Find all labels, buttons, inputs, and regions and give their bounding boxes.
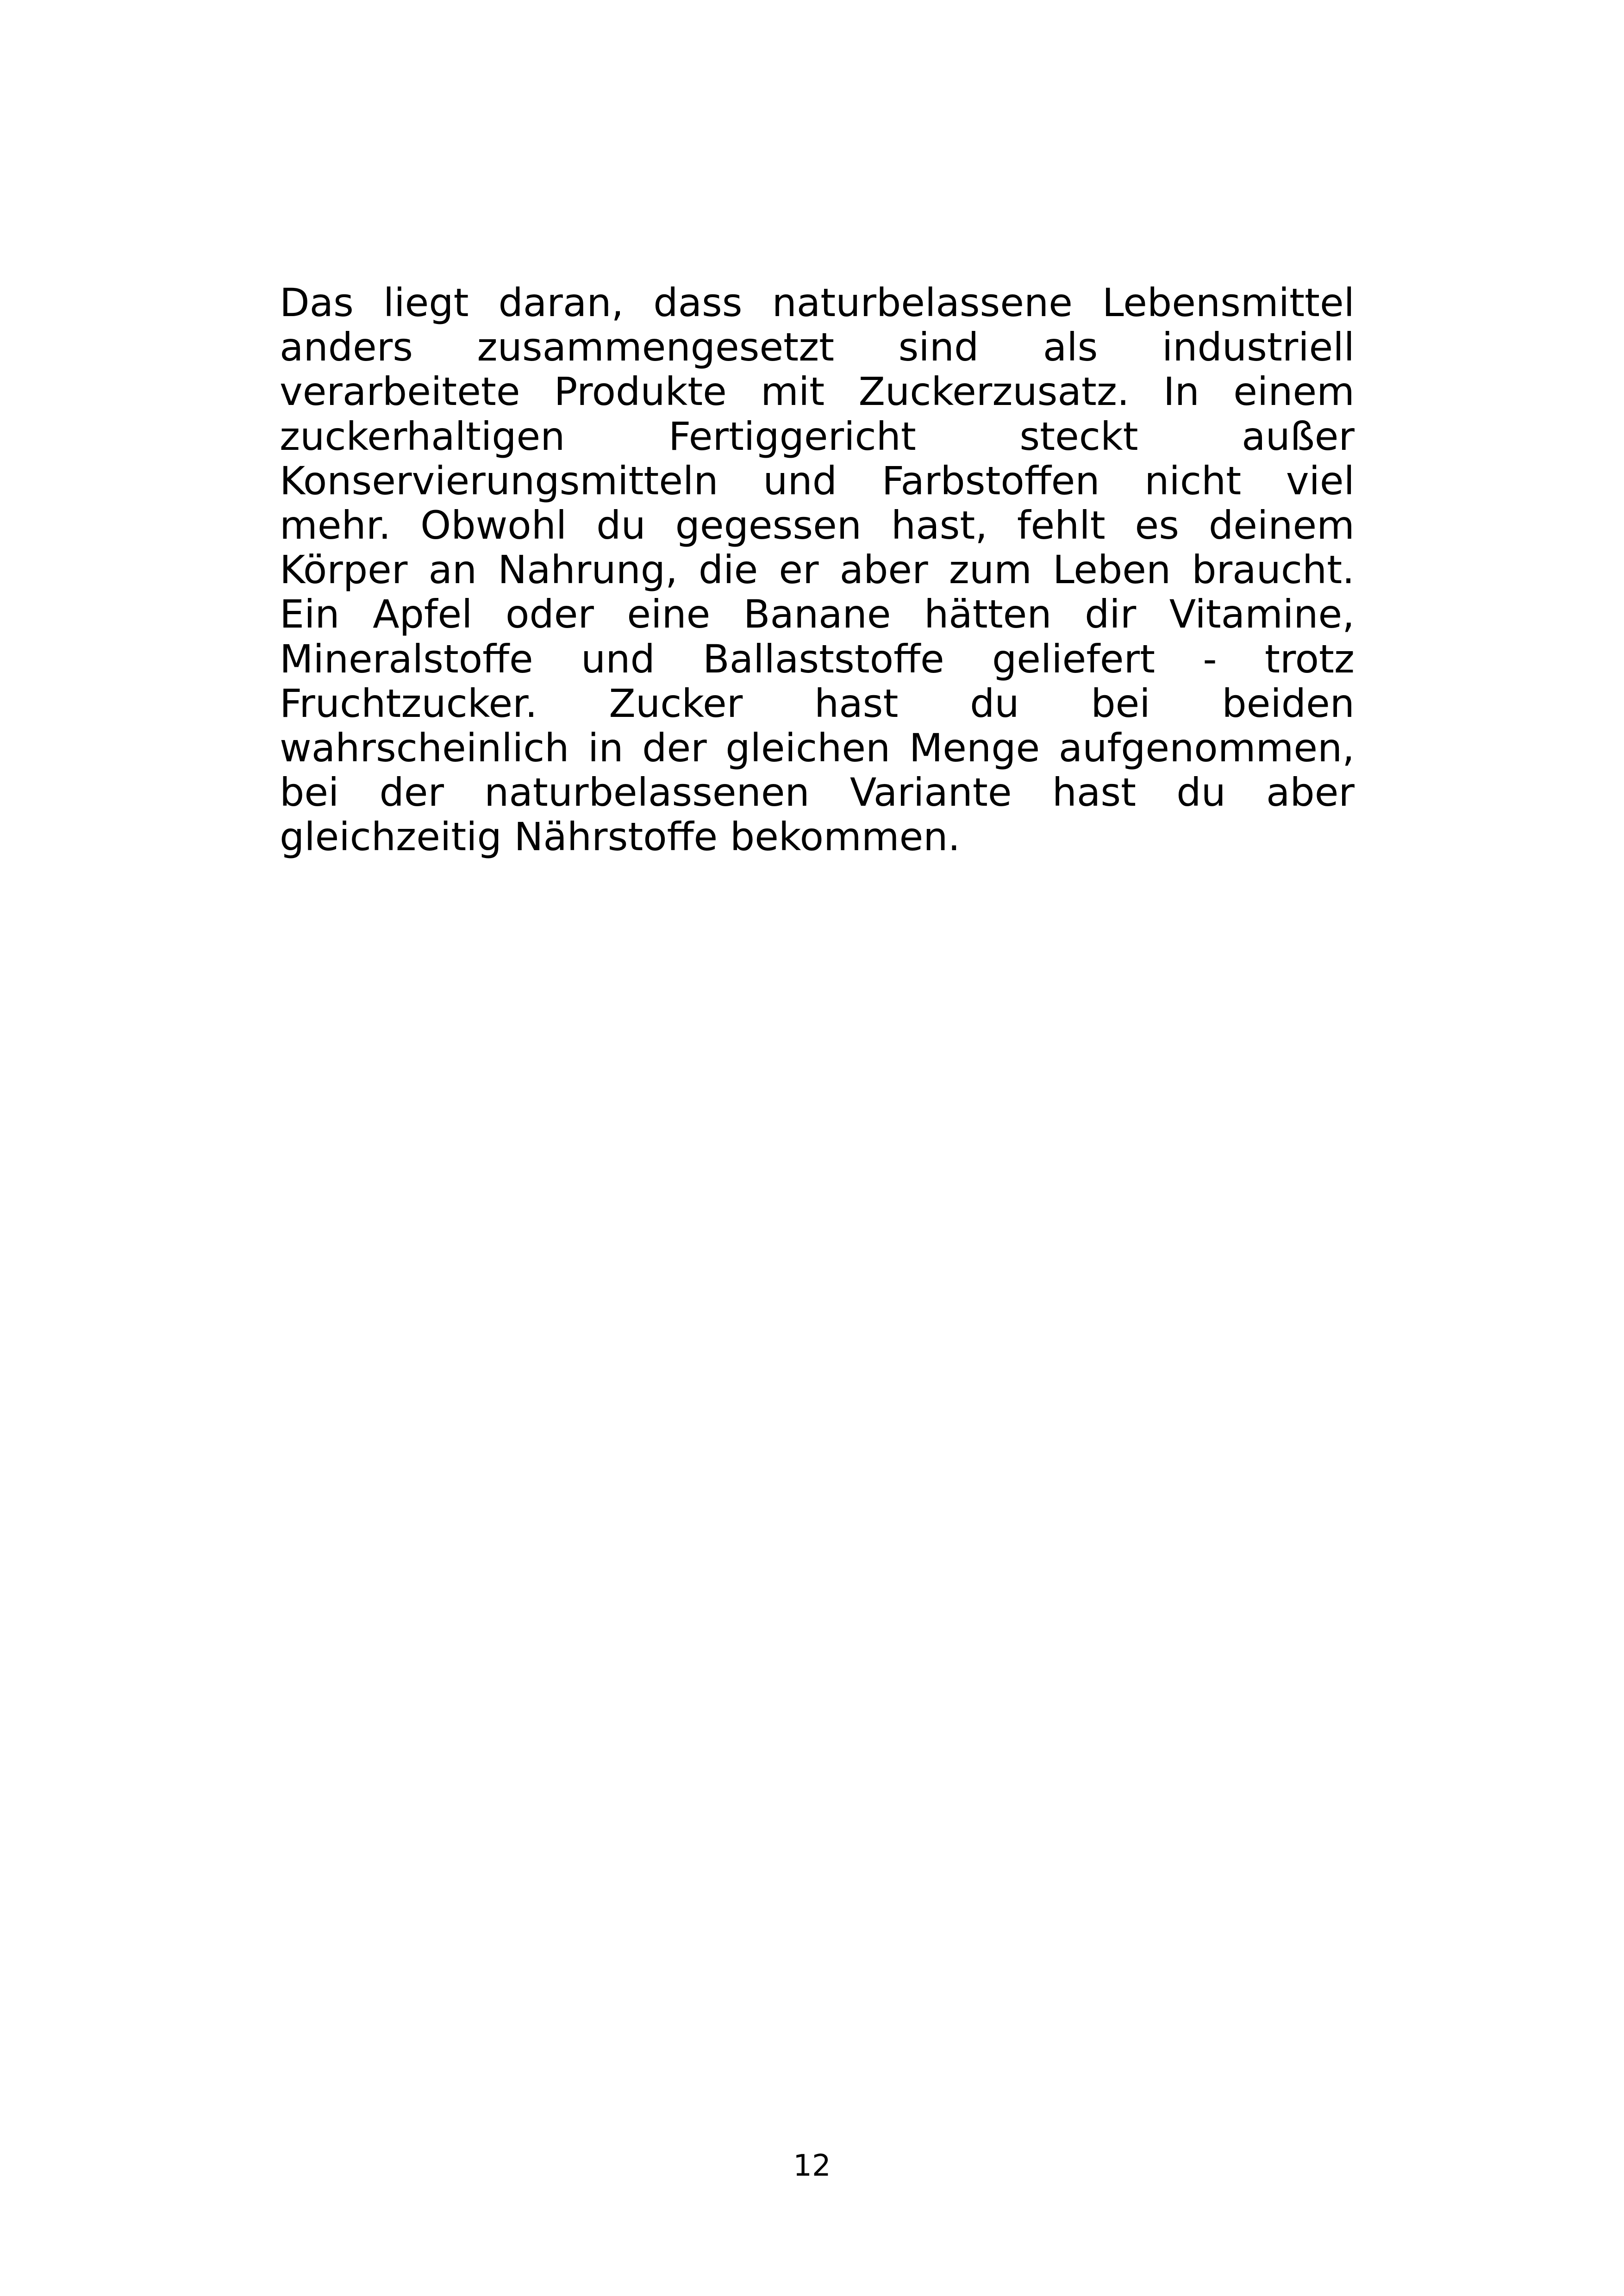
word: hast xyxy=(814,680,899,726)
word: an xyxy=(428,547,477,593)
word: Ballaststoffe xyxy=(703,636,944,682)
word: In xyxy=(1163,369,1199,415)
word: hast, xyxy=(891,503,988,548)
word: aber xyxy=(839,547,928,593)
word: der xyxy=(642,725,707,771)
word: verarbeitete xyxy=(280,369,520,415)
word: daran, xyxy=(498,280,624,325)
word: gegessen xyxy=(675,503,862,548)
word: eine xyxy=(627,591,711,637)
paragraph-line-11 xyxy=(280,726,1355,770)
paragraph-line-9 xyxy=(280,637,1355,681)
word: hast xyxy=(1052,770,1137,815)
word: dass xyxy=(653,280,743,325)
word: nicht xyxy=(1144,458,1242,504)
word: viel xyxy=(1286,458,1355,504)
word: als xyxy=(1043,324,1098,370)
word: Fertiggericht xyxy=(668,413,916,459)
word: liegt xyxy=(383,280,469,325)
word: braucht. xyxy=(1192,547,1355,593)
paragraph-line-7 xyxy=(280,548,1355,592)
word: und xyxy=(763,458,837,504)
page-number: 12 xyxy=(793,2149,831,2183)
paragraph-line-5 xyxy=(280,459,1355,503)
word: deinem xyxy=(1208,503,1355,548)
paragraph-line-12 xyxy=(280,770,1355,815)
word: du xyxy=(1176,770,1226,815)
word: Farbstoffen xyxy=(881,458,1100,504)
word: du xyxy=(970,680,1019,726)
word: in xyxy=(588,725,624,771)
paragraph-line-3 xyxy=(280,369,1355,414)
word: Menge xyxy=(909,725,1040,771)
word: aufgenommen, xyxy=(1058,725,1355,771)
word: fehlt xyxy=(1017,503,1106,548)
word: Leben xyxy=(1052,547,1171,593)
word: und xyxy=(581,636,655,682)
word: Mineralstoffe xyxy=(280,636,533,682)
word: Das xyxy=(280,280,354,325)
word: trotz xyxy=(1264,636,1355,682)
word: Konservierungsmitteln xyxy=(280,458,718,504)
word: es xyxy=(1135,503,1179,548)
paragraph-line-6 xyxy=(280,503,1355,548)
word: industriell xyxy=(1162,324,1355,370)
word: dir xyxy=(1085,591,1137,637)
word: naturbelassenen xyxy=(484,770,810,815)
word: gleichen xyxy=(725,725,891,771)
word: Lebensmittel xyxy=(1102,280,1355,325)
word: außer xyxy=(1242,413,1355,459)
paragraph-line-2 xyxy=(280,325,1355,369)
word: bei xyxy=(280,770,339,815)
word: Produkte xyxy=(554,369,727,415)
word: zusammengesetzt xyxy=(477,324,835,370)
word: zuckerhaltigen xyxy=(280,413,565,459)
word: Zuckerzusatz. xyxy=(858,369,1130,415)
paragraph-line-1 xyxy=(280,280,1355,325)
word: Obwohl xyxy=(420,503,567,548)
word: Zucker xyxy=(609,680,743,726)
word: mit xyxy=(761,369,825,415)
paragraph-line-13: gleichzeitig Nährstoffe bekommen. xyxy=(280,814,961,860)
word: mehr. xyxy=(280,503,391,548)
word: oder xyxy=(506,591,594,637)
word: einem xyxy=(1233,369,1355,415)
word: Nahrung, xyxy=(498,547,678,593)
word: der xyxy=(379,770,444,815)
word: Ein xyxy=(280,591,340,637)
word: du xyxy=(596,503,646,548)
word: Variante xyxy=(849,770,1012,815)
paragraph-line-8 xyxy=(280,592,1355,636)
word: wahrscheinlich xyxy=(280,725,569,771)
word: zum xyxy=(949,547,1032,593)
word: die xyxy=(698,547,758,593)
word: Vitamine, xyxy=(1169,591,1355,637)
body-paragraph xyxy=(280,280,1355,859)
word: Fruchtzucker. xyxy=(280,680,537,726)
word: aber xyxy=(1266,770,1355,815)
word: - xyxy=(1203,636,1217,682)
word: Banane xyxy=(743,591,891,637)
word: naturbelassene xyxy=(772,280,1073,325)
word: bei xyxy=(1091,680,1150,726)
word: steckt xyxy=(1019,413,1138,459)
word: beiden xyxy=(1222,680,1355,726)
word: anders xyxy=(280,324,413,370)
word: er xyxy=(779,547,819,593)
paragraph-line-4 xyxy=(280,414,1355,459)
word: Apfel xyxy=(373,591,473,637)
word: sind xyxy=(898,324,979,370)
word: hätten xyxy=(924,591,1052,637)
paragraph-line-10 xyxy=(280,681,1355,726)
word: geliefert xyxy=(992,636,1156,682)
word: Körper xyxy=(280,547,408,593)
